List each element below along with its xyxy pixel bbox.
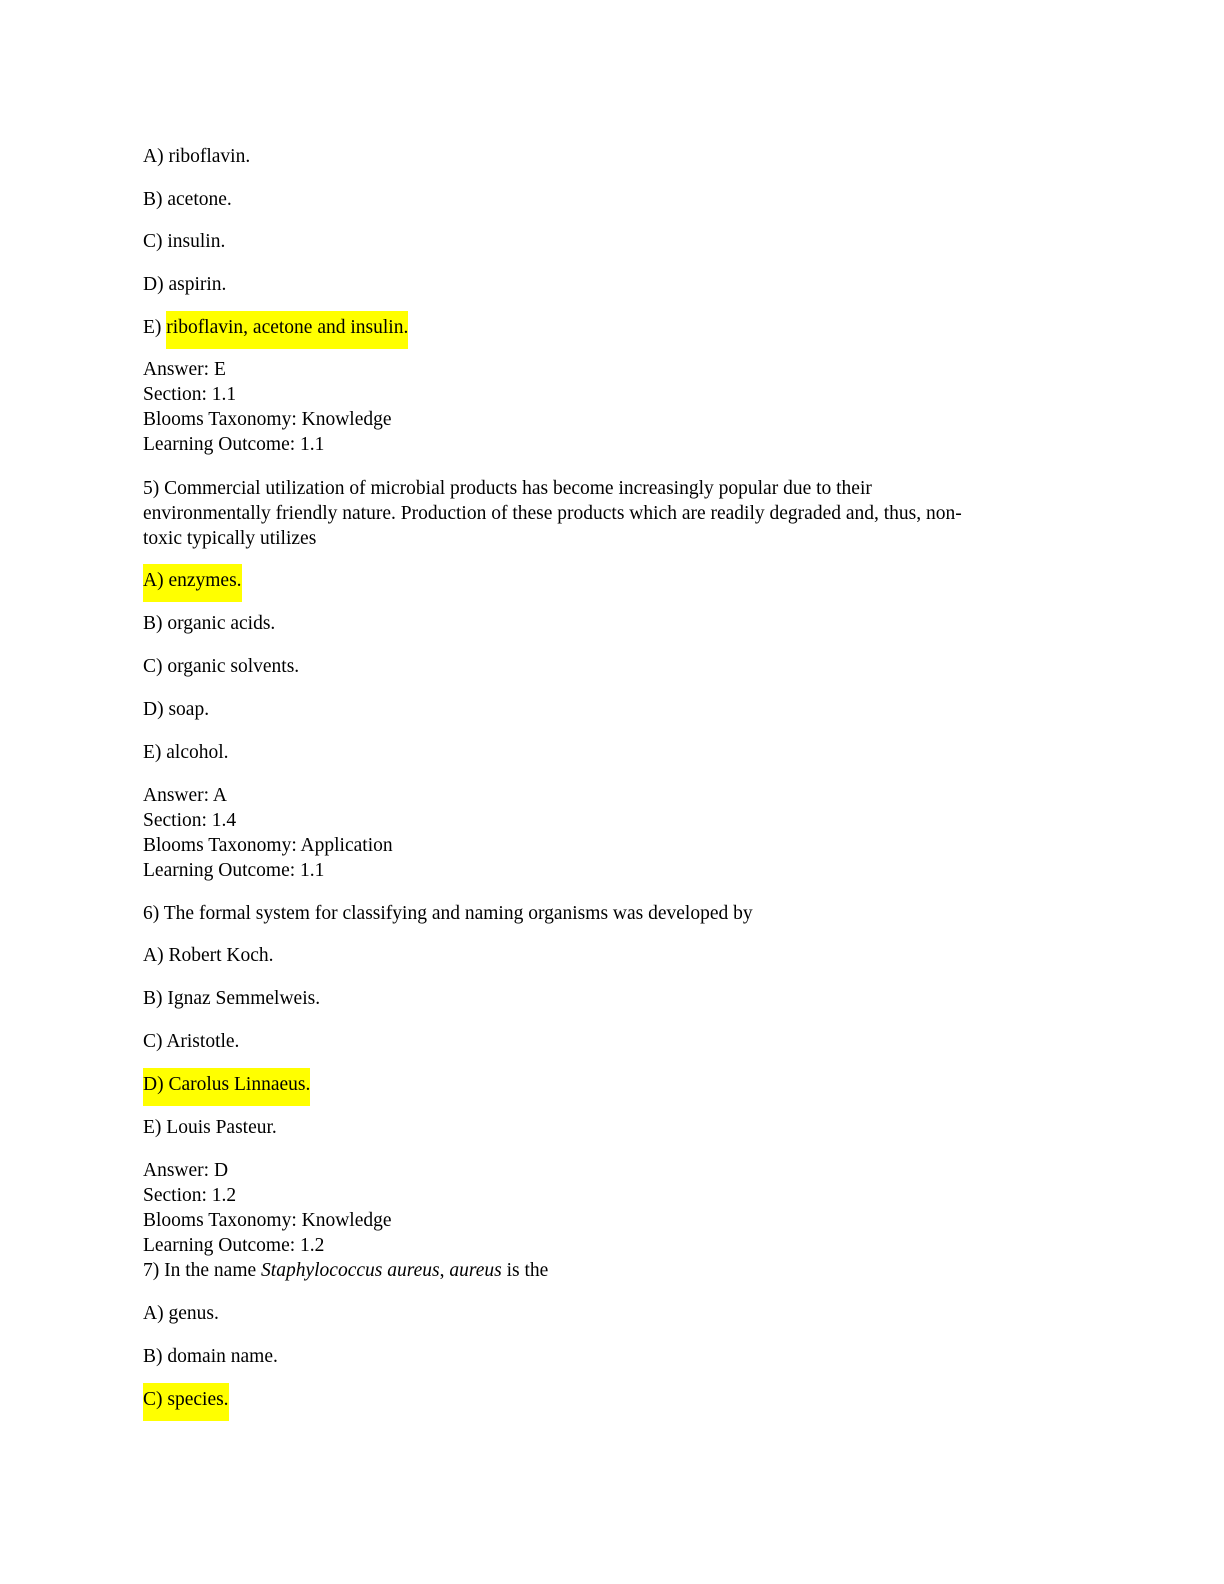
- q5-option-c: C) organic solvents.: [143, 656, 300, 677]
- q5-question-line-1: 5) Commercial utilization of microbial products has become increasingly popular due to their: [143, 478, 872, 499]
- q6-option-b: B) Ignaz Semmelweis.: [143, 988, 321, 1009]
- highlighted-answer: D) Carolus Linnaeus.: [143, 1068, 310, 1106]
- q4-option-a: A) riboflavin.: [143, 146, 251, 167]
- q4-blooms: Blooms Taxonomy: Knowledge: [143, 409, 392, 430]
- q6-outcome: Learning Outcome: 1.2: [143, 1235, 325, 1256]
- q4-answer: Answer: E: [143, 359, 226, 380]
- q4-outcome: Learning Outcome: 1.1: [143, 434, 325, 455]
- q4-option-b: B) acetone.: [143, 189, 232, 210]
- q6-question: 6) The formal system for classifying and naming organisms was developed by: [143, 903, 753, 924]
- q5-option-a: [143, 568, 242, 593]
- q6-section: Section: 1.2: [143, 1185, 237, 1206]
- q7-option-a: A) genus.: [143, 1303, 219, 1324]
- q6-option-e: E) Louis Pasteur.: [143, 1117, 277, 1138]
- q6-option-c: C) Aristotle.: [143, 1031, 240, 1052]
- q7-question: 7) In the name Staphylococcus aureus, aureus is the: [143, 1260, 549, 1281]
- q5-option-d: D) soap.: [143, 699, 210, 720]
- q7-option-c: [143, 1387, 229, 1412]
- highlighted-answer: riboflavin, acetone and insulin.: [166, 311, 408, 349]
- q6-answer: Answer: D: [143, 1160, 229, 1181]
- q4-option-e: E) riboflavin, acetone and insulin.: [143, 315, 408, 340]
- q5-section: Section: 1.4: [143, 810, 237, 831]
- q5-question-line-3: toxic typically utilizes: [143, 528, 317, 549]
- q7-option-b: B) domain name.: [143, 1346, 278, 1367]
- q4-option-d: D) aspirin.: [143, 274, 227, 295]
- q5-option-b: B) organic acids.: [143, 613, 276, 634]
- q5-option-e: E) alcohol.: [143, 742, 229, 763]
- highlighted-answer: A) enzymes.: [143, 564, 242, 602]
- q4-section: Section: 1.1: [143, 384, 237, 405]
- q5-answer: Answer: A: [143, 785, 227, 806]
- highlighted-answer: C) species.: [143, 1383, 229, 1421]
- q5-blooms: Blooms Taxonomy: Application: [143, 835, 393, 856]
- q5-outcome: Learning Outcome: 1.1: [143, 860, 325, 881]
- q6-option-a: A) Robert Koch.: [143, 945, 274, 966]
- q6-option-d: [143, 1072, 310, 1097]
- q5-question-line-2: environmentally friendly nature. Production of these products which are readily degraded and, thus, non-: [143, 503, 962, 524]
- q4-option-c: C) insulin.: [143, 231, 226, 252]
- q6-blooms: Blooms Taxonomy: Knowledge: [143, 1210, 392, 1231]
